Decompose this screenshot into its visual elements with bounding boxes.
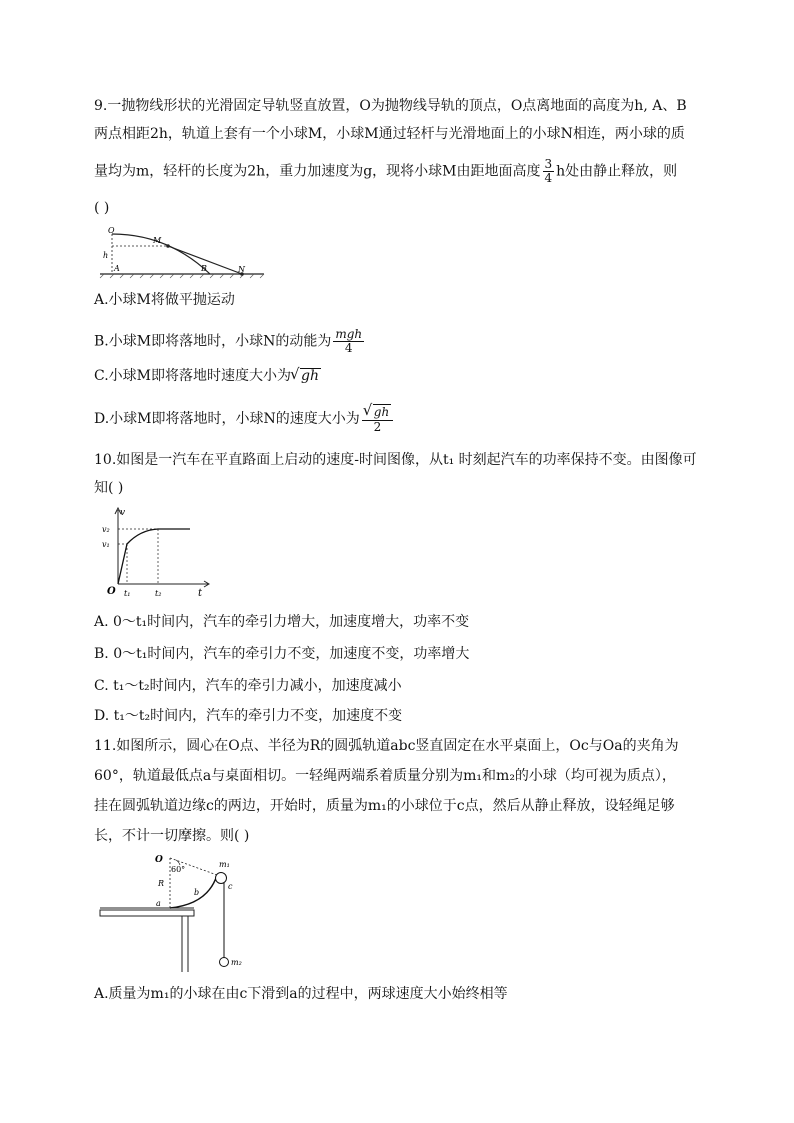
- q9-text-line-3: [94, 158, 677, 185]
- label-o: O: [108, 226, 115, 235]
- q9-fraction-three-quarters: [543, 158, 555, 185]
- q10-text-line-1: 10.如图是一汽车在平直路面上启动的速度-时间图像，从t₁ 时刻起汽车的功率保持不变。由图像可: [94, 452, 697, 468]
- q9-answer-bracket: ( ): [94, 200, 110, 216]
- q9-option-d-sqrt: √ gh: [373, 404, 391, 420]
- q9-option-d: [94, 404, 395, 434]
- q11-option-a: A.质量为m₁的小球在由c下滑到a的过程中，两球速度大小始终相等: [94, 986, 508, 1002]
- q9-text-line-2: 两点相距2h，轨道上套有一个小球M，小球M通过轻杆与光滑地面上的小球N相连，两小球的质: [94, 126, 685, 142]
- ball-m2: [220, 958, 229, 967]
- label-m2: m₂: [231, 958, 242, 967]
- label-o: O: [155, 855, 163, 865]
- q11-arc-track-figure: [98, 850, 258, 974]
- q10-velocity-time-graph: [98, 504, 214, 600]
- q11-text-line-3: 挂在圆弧轨道边缘c的两边，开始时，质量为m₁的小球位于c点，然后从静止释放，设轻绳足够: [94, 798, 675, 814]
- label-a: a: [156, 899, 161, 908]
- label-a: A: [114, 264, 120, 273]
- label-v: v: [120, 508, 126, 518]
- q11-text-line-1: 11.如图所示，圆心在O点、半径为R的圆弧轨道abc竖直固定在水平桌面上，Oc与Oa的夹角为: [94, 738, 679, 754]
- fraction-denominator: 4: [544, 171, 553, 185]
- label-v1: v₁: [102, 540, 110, 549]
- q9-option-d-text: D.小球M即将落地时，小球N的速度大小为: [94, 411, 360, 427]
- label-t2: t₂: [155, 589, 162, 598]
- label-r: R: [158, 879, 165, 888]
- label-c: c: [228, 882, 233, 891]
- ball-m: [166, 244, 170, 248]
- q10-text-line-2: 知( ): [94, 480, 124, 496]
- q10-option-b: B. 0～t₁时间内，汽车的牵引力不变，加速度不变，功率增大: [94, 646, 470, 662]
- q9-option-a: A.小球M将做平抛运动: [94, 292, 235, 308]
- q9-text-line-3-a: 量均为m，轻杆的长度为2h，重力加速度为g，现将小球M由距地面高度: [94, 163, 541, 180]
- label-t: t: [198, 588, 203, 599]
- label-m1: m₁: [219, 860, 230, 869]
- q9-text-line-3-b: h处由静止释放，则: [556, 163, 678, 180]
- table-top: [100, 910, 194, 916]
- fraction-numerator: mgh: [335, 327, 363, 341]
- ground-hatching: [100, 274, 264, 278]
- q9-text-line-1: 9.一抛物线形状的光滑固定导轨竖直放置，O为抛物线导轨的顶点，O点离地面的高度为h, A、B: [94, 98, 687, 114]
- label-b: b: [194, 888, 200, 897]
- label-v2: v₂: [102, 525, 110, 534]
- q10-option-c: C. t₁～t₂时间内，汽车的牵引力减小，加速度减小: [94, 678, 402, 694]
- label-m: M: [153, 236, 162, 245]
- velocity-curve: [118, 529, 190, 584]
- fraction-numerator: [362, 404, 393, 421]
- q9-option-c-sqrt: √ gh: [300, 368, 321, 384]
- label-b: B: [201, 264, 207, 273]
- ball-m1: [216, 873, 227, 884]
- q9-option-b: [94, 328, 366, 355]
- q9-option-b-text: B.小球M即将落地时，小球N的动能为: [94, 333, 332, 350]
- q9-parabola-figure: [98, 222, 268, 282]
- q9-option-c: [94, 366, 321, 386]
- fraction-denominator: 2: [373, 420, 382, 434]
- q10-option-d: D. t₁～t₂时间内，汽车的牵引力不变，加速度不变: [94, 708, 403, 724]
- label-angle: 60°: [171, 865, 186, 874]
- q10-option-a: A. 0～t₁时间内，汽车的牵引力增大，加速度增大，功率不变: [94, 614, 470, 630]
- q9-option-c-text: C.小球M即将落地时速度大小为: [94, 368, 291, 384]
- label-h: h: [103, 251, 109, 260]
- label-origin: O: [107, 586, 116, 597]
- fraction-numerator: 3: [544, 157, 553, 171]
- q9-option-b-fraction: [333, 328, 364, 355]
- label-n: N: [238, 265, 245, 274]
- q11-text-line-4: 长，不计一切摩擦。则( ): [94, 828, 250, 844]
- q9-option-d-fraction: [362, 404, 393, 434]
- fraction-denominator: 4: [344, 341, 353, 355]
- q11-text-line-2: 60°，轨道最低点a与桌面相切。一轻绳两端系着质量分别为m₁和m₂的小球（均可视为质点），: [94, 768, 676, 784]
- label-t1: t₁: [124, 589, 131, 598]
